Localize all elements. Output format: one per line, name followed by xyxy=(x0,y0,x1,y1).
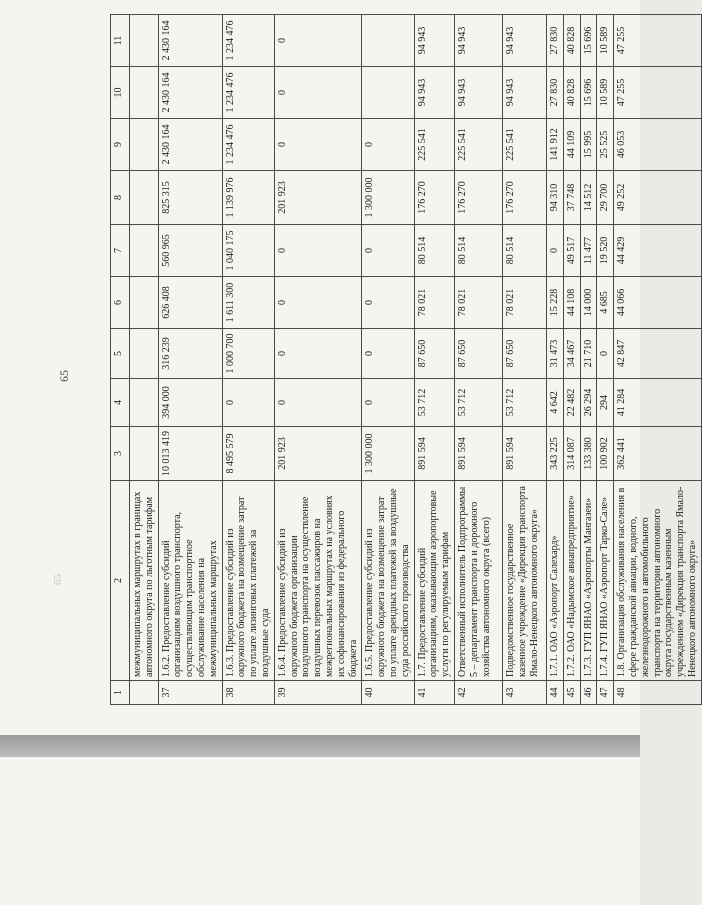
table-cell: 1.7.2. ОАО «Надымское авиапредприятие» xyxy=(563,481,580,681)
table-cell xyxy=(130,379,159,427)
table-cell: 1 040 175 xyxy=(222,225,274,277)
table-cell: 47 xyxy=(597,681,614,705)
table-cell: 46 053 xyxy=(614,119,702,171)
table-cell: 0 xyxy=(362,379,414,427)
table-cell xyxy=(130,67,159,119)
table-cell: 10 589 xyxy=(597,67,614,119)
table-cell: 43 xyxy=(502,681,546,705)
table-cell: 27 830 xyxy=(546,67,563,119)
table-cell: 316 239 xyxy=(158,329,222,379)
table-cell: 42 xyxy=(454,681,502,705)
table-cell: Подведомственное государственное казенное учреждение «Дирекция транспорта Ямало-Ненецкого автономного округа» xyxy=(502,481,546,681)
table-cell: 37 748 xyxy=(563,171,580,225)
table-cell: 1 234 476 xyxy=(222,15,274,67)
table-cell: 0 xyxy=(362,225,414,277)
table-cell: 22 482 xyxy=(563,379,580,427)
table-cell: 15 696 xyxy=(580,15,597,67)
table-cell: 626 408 xyxy=(158,277,222,329)
header-cell: 7 xyxy=(111,225,130,277)
header-cell: 9 xyxy=(111,119,130,171)
table-cell xyxy=(362,15,414,67)
table-row xyxy=(130,15,159,705)
table-cell: 49 517 xyxy=(563,225,580,277)
table-cell: 94 943 xyxy=(502,67,546,119)
table-header-row xyxy=(111,15,130,705)
table-cell: 2 430 164 xyxy=(158,67,222,119)
table-cell xyxy=(130,427,159,481)
table-cell: 1.7.1. ОАО «Аэропорт Салехард» xyxy=(546,481,563,681)
table-row xyxy=(546,15,563,705)
header-cell: 6 xyxy=(111,277,130,329)
table-cell: 46 xyxy=(580,681,597,705)
table-cell xyxy=(130,119,159,171)
table-cell: 11 477 xyxy=(580,225,597,277)
table-cell: 94 943 xyxy=(414,67,454,119)
table-cell: 0 xyxy=(362,329,414,379)
table-cell: 2 430 164 xyxy=(158,15,222,67)
table-cell: 47 255 xyxy=(614,67,702,119)
table-cell: 21 710 xyxy=(580,329,597,379)
table-cell: 2 430 164 xyxy=(158,119,222,171)
rotated-table-frame xyxy=(110,15,698,705)
table-cell: 87 650 xyxy=(502,329,546,379)
table-cell: 0 xyxy=(274,277,362,329)
table-cell: 0 xyxy=(546,225,563,277)
table-cell: 15 696 xyxy=(580,67,597,119)
table-cell: 394 000 xyxy=(158,379,222,427)
table-cell: 94 943 xyxy=(414,15,454,67)
table-cell: 1.7.4. ГУП ЯНАО «Аэропорт Тарко-Сале» xyxy=(597,481,614,681)
table-cell: 1 300 000 xyxy=(362,171,414,225)
table-cell: 10 013 419 xyxy=(158,427,222,481)
header-cell: 10 xyxy=(111,67,130,119)
table-cell: 15 995 xyxy=(580,119,597,171)
table-cell: 53 712 xyxy=(414,379,454,427)
table-cell: 0 xyxy=(597,329,614,379)
header-cell: 11 xyxy=(111,15,130,67)
table-cell: 44 xyxy=(546,681,563,705)
table-cell: 44 066 xyxy=(614,277,702,329)
table-cell xyxy=(362,67,414,119)
table-cell: 0 xyxy=(274,379,362,427)
table-cell: 1.6.3. Предоставление субсидий из окружного бюджета на возмещение затрат по уплате лизинговых платежей за воздушные суда xyxy=(222,481,274,681)
table-row xyxy=(454,15,502,705)
table-cell: 78 021 xyxy=(502,277,546,329)
budget-table xyxy=(110,14,702,705)
header-cell: 5 xyxy=(111,329,130,379)
table-cell: 4 685 xyxy=(597,277,614,329)
table-cell: 39 xyxy=(274,681,362,705)
table-cell: 78 021 xyxy=(414,277,454,329)
bleed-through-page-number: 65 xyxy=(52,574,64,585)
table-row xyxy=(414,15,454,705)
table-cell: 225 541 xyxy=(502,119,546,171)
table-cell: 48 xyxy=(614,681,702,705)
table-cell: 37 xyxy=(158,681,222,705)
table-cell: 78 021 xyxy=(454,277,502,329)
table-cell: 343 225 xyxy=(546,427,563,481)
table-cell: Ответственный исполнитель Подпрограммы 5 – департамент транспорта и дорожного хозяйства автономного округа (всего) xyxy=(454,481,502,681)
table-cell: 0 xyxy=(362,119,414,171)
table-cell: 1 234 476 xyxy=(222,67,274,119)
table-cell: 4 642 xyxy=(546,379,563,427)
table-cell: 1.6.5. Предоставление субсидий из окружного бюджета на возмещение затрат по уплате арендных платежей за воздушные суда российского производства xyxy=(362,481,414,681)
table-row xyxy=(614,15,702,705)
table-cell: 94 943 xyxy=(454,15,502,67)
table-cell: 1 611 300 xyxy=(222,277,274,329)
table-cell: 34 467 xyxy=(563,329,580,379)
table-cell xyxy=(130,225,159,277)
table-cell xyxy=(130,15,159,67)
table-cell: 38 xyxy=(222,681,274,705)
table-cell: 1.6.4. Предоставление субсидий из окружного бюджета организации воздушного транспорта на осуществление воздушных перевозок пассажиров на межрегиональных маршрутах на условиях их софинансирования из федерального бюджета xyxy=(274,481,362,681)
table-cell: 362 441 xyxy=(614,427,702,481)
table-cell: 0 xyxy=(274,225,362,277)
table-cell: 225 541 xyxy=(454,119,502,171)
table-cell: 176 270 xyxy=(454,171,502,225)
header-cell: 8 xyxy=(111,171,130,225)
table-row xyxy=(580,15,597,705)
page-number: 65 xyxy=(57,370,71,382)
table-cell: 80 514 xyxy=(454,225,502,277)
table-cell: 44 108 xyxy=(563,277,580,329)
table-cell: 94 310 xyxy=(546,171,563,225)
table-cell: межмуниципальных маршрутах в границах автономного округа по льготным тарифам xyxy=(130,481,159,681)
table-cell: 294 xyxy=(597,379,614,427)
table-cell: 14 512 xyxy=(580,171,597,225)
table-cell: 891 594 xyxy=(454,427,502,481)
table-cell: 29 700 xyxy=(597,171,614,225)
table-cell: 1 234 476 xyxy=(222,119,274,171)
table-row xyxy=(502,15,546,705)
table-cell: 0 xyxy=(274,329,362,379)
table-cell xyxy=(130,171,159,225)
table-cell: 1.8. Организация обслуживания населения в сфере гражданской авиации, водного, железнодорожного и автомобильного транспорта на территории автономного округа государственным казенным учреждением «Дирекция транспорта Ямало-Ненецкого автономного округа» xyxy=(614,481,702,681)
table-cell: 201 923 xyxy=(274,171,362,225)
table-cell: 176 270 xyxy=(502,171,546,225)
table-cell: 1.7. Предоставление субсидий организациям, оказывающим аэропортовые услуги по регулируемым тарифам xyxy=(414,481,454,681)
table-cell: 314 087 xyxy=(563,427,580,481)
table-cell: 0 xyxy=(274,119,362,171)
table-cell: 891 594 xyxy=(414,427,454,481)
table-cell: 47 255 xyxy=(614,15,702,67)
table-cell: 0 xyxy=(274,15,362,67)
table-cell: 19 520 xyxy=(597,225,614,277)
table-cell: 25 525 xyxy=(597,119,614,171)
table-cell xyxy=(130,329,159,379)
table-cell: 41 xyxy=(414,681,454,705)
table-cell: 40 828 xyxy=(563,15,580,67)
table-cell: 560 965 xyxy=(158,225,222,277)
table-cell: 87 650 xyxy=(414,329,454,379)
table-cell: 1.6.2. Предоставление субсидий организациям воздушного транспорта, осуществляющим транспортное обслуживание населения на межмуниципальных маршрутах xyxy=(158,481,222,681)
table-cell: 133 380 xyxy=(580,427,597,481)
table-cell: 87 650 xyxy=(454,329,502,379)
table-cell: 225 541 xyxy=(414,119,454,171)
table-cell: 1.7.3. ГУП ЯНАО «Аэропорты Мангазеи» xyxy=(580,481,597,681)
table-cell: 42 847 xyxy=(614,329,702,379)
table-cell: 0 xyxy=(274,67,362,119)
table-cell: 44 429 xyxy=(614,225,702,277)
table-cell: 45 xyxy=(563,681,580,705)
table-cell: 53 712 xyxy=(454,379,502,427)
table-cell: 80 514 xyxy=(414,225,454,277)
table-cell: 41 284 xyxy=(614,379,702,427)
table-cell: 1 300 000 xyxy=(362,427,414,481)
table-row xyxy=(274,15,362,705)
table-row xyxy=(362,15,414,705)
table-cell: 40 828 xyxy=(563,67,580,119)
table-cell: 141 912 xyxy=(546,119,563,171)
table-cell: 94 943 xyxy=(502,15,546,67)
table-cell: 176 270 xyxy=(414,171,454,225)
table-cell: 44 109 xyxy=(563,119,580,171)
table-cell xyxy=(130,277,159,329)
table-row xyxy=(563,15,580,705)
table-cell: 53 712 xyxy=(502,379,546,427)
header-cell: 3 xyxy=(111,427,130,481)
table-cell: 0 xyxy=(222,379,274,427)
table-cell: 0 xyxy=(362,277,414,329)
table-row xyxy=(158,15,222,705)
table-cell: 15 228 xyxy=(546,277,563,329)
table-cell: 100 902 xyxy=(597,427,614,481)
scan-shadow xyxy=(0,735,640,757)
table-cell: 94 943 xyxy=(454,67,502,119)
table-cell: 80 514 xyxy=(502,225,546,277)
table-cell xyxy=(130,681,159,705)
table-cell: 49 252 xyxy=(614,171,702,225)
header-cell: 1 xyxy=(111,681,130,705)
table-cell: 40 xyxy=(362,681,414,705)
header-cell: 2 xyxy=(111,481,130,681)
table-cell: 8 495 579 xyxy=(222,427,274,481)
table-cell: 1 139 976 xyxy=(222,171,274,225)
table-cell: 14 000 xyxy=(580,277,597,329)
table-cell: 31 473 xyxy=(546,329,563,379)
table-cell: 891 594 xyxy=(502,427,546,481)
table-cell: 825 315 xyxy=(158,171,222,225)
table-cell: 1 000 700 xyxy=(222,329,274,379)
table-cell: 201 923 xyxy=(274,427,362,481)
table-cell: 10 589 xyxy=(597,15,614,67)
table-cell: 27 830 xyxy=(546,15,563,67)
table-cell: 26 294 xyxy=(580,379,597,427)
table-row xyxy=(597,15,614,705)
header-cell: 4 xyxy=(111,379,130,427)
table-row xyxy=(222,15,274,705)
